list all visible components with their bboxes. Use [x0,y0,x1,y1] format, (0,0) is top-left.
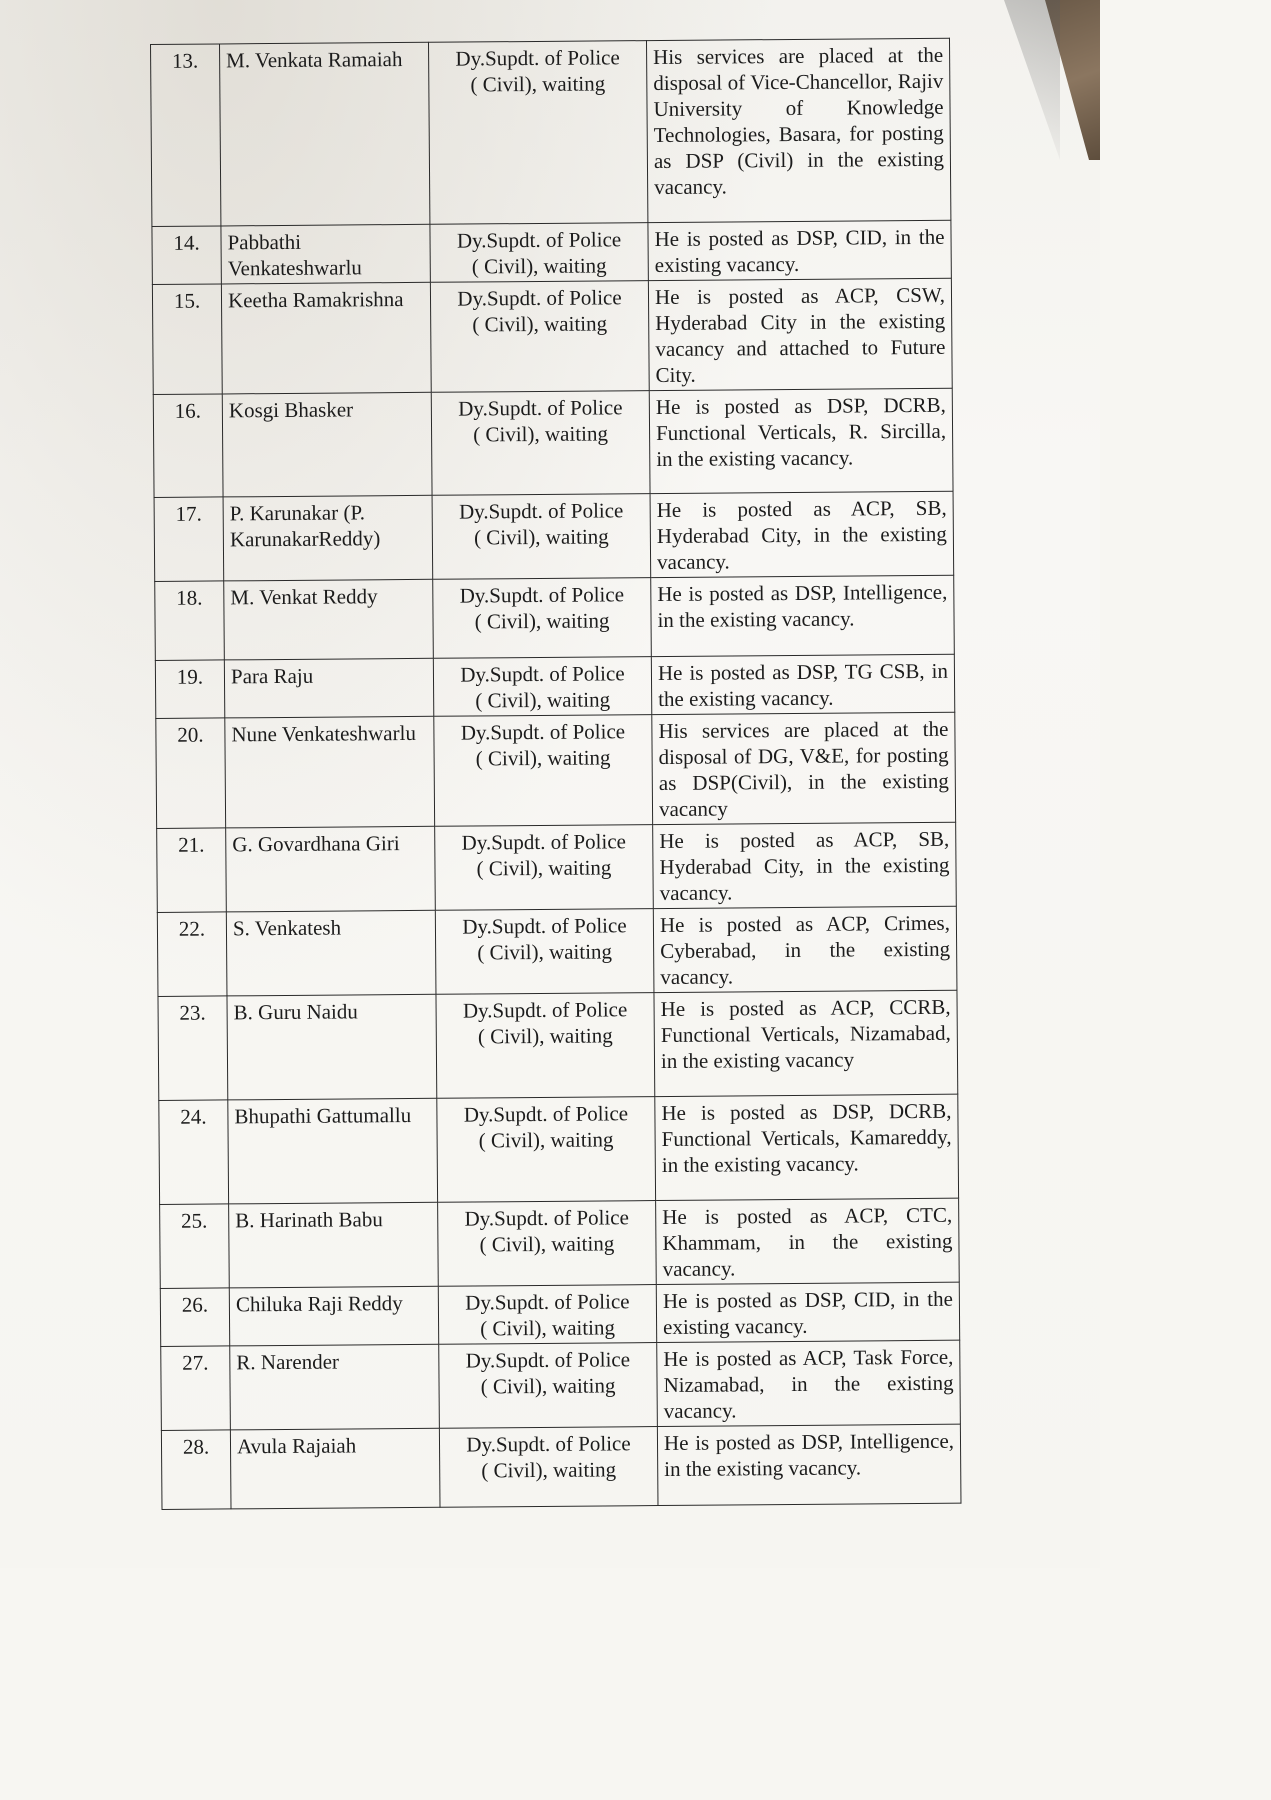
officer-name: B. Harinath Babu [229,1202,439,1288]
transfer-orders-table [150,38,961,1510]
officer-name: Keetha Ramakrishna [221,282,431,394]
designation-rank: Dy.Supdt. of Police [466,1431,631,1457]
posting-details: He is posted as DSP, Intelligence, in the existing vacancy. [657,1424,961,1505]
designation [431,391,650,496]
designation-rank: Dy.Supdt. of Police [458,498,624,524]
designation [433,578,652,659]
serial-number: 18. [155,581,225,661]
serial-number: 26. [160,1288,229,1347]
designation-status: ( Civil), waiting [474,608,610,634]
table-row [160,1198,960,1288]
posting-details: He is posted as ACP, SB, Hyderabad City, in the existing vacancy. [653,822,957,908]
designation-rank: Dy.Supdt. of Police [465,1347,631,1373]
designation-status: ( Civil), waiting [475,687,611,713]
designation-status: ( Civil), waiting [473,524,609,550]
serial-number: 23. [158,996,228,1101]
designation-rank: Dy.Supdt. of Police [460,719,626,745]
designation [430,281,649,393]
designation [432,494,651,580]
designation-status: ( Civil), waiting [470,71,606,97]
posting-details: His services are placed at the disposal of DG, V&E, for posting as DSP(Civil), in the existing vacancy [652,712,956,824]
designation-rank: Dy.Supdt. of Police [461,829,627,855]
table-row [158,990,958,1100]
table-body [151,38,961,1509]
table-row [157,822,957,912]
designation-status: ( Civil), waiting [477,939,613,965]
designation-status: ( Civil), waiting [473,421,609,447]
posting-details: He is posted as ACP, Crimes, Cyberabad, in the existing vacancy. [653,906,957,992]
officer-name: Pabbathi Venkateshwarlu [221,224,430,284]
officer-name: M. Venkat Reddy [224,579,434,660]
table-row [154,491,954,581]
posting-details: He is posted as DSP, Intelligence, in the existing vacancy. [651,575,955,656]
posting-details: He is posted as DSP, CID, in the existing vacancy. [656,1282,959,1342]
serial-number: 21. [157,828,227,913]
table-row [151,38,951,226]
serial-number: 13. [151,44,221,227]
serial-number: 15. [152,284,222,395]
officer-name: R. Narender [230,1344,440,1430]
serial-number: 14. [152,226,221,285]
designation-status: ( Civil), waiting [478,1127,614,1153]
page-fold-shadow [990,0,1060,160]
serial-number: 16. [153,394,223,498]
officer-name: G. Govardhana Giri [226,826,436,912]
designation-status: ( Civil), waiting [481,1457,617,1483]
officer-name: Para Raju [224,658,433,718]
designation-rank: Dy.Supdt. of Police [463,1101,629,1127]
table-row [152,278,952,394]
designation [439,1343,658,1429]
designation-status: ( Civil), waiting [472,311,608,337]
designation-rank: Dy.Supdt. of Police [462,913,627,939]
designation [435,825,654,911]
designation-status: ( Civil), waiting [480,1315,616,1341]
designation-rank: Dy.Supdt. of Police [457,285,622,311]
serial-number: 22. [157,912,227,997]
posting-details: His services are placed at the disposal of Vice-Chancellor, Rajiv University of Knowledge Technologies, Basara, for posting as DSP (Civil) in the existing vacancy. [646,38,950,222]
designation-status: ( Civil), waiting [479,1231,615,1257]
serial-number: 27. [161,1346,231,1431]
table-row [159,1094,959,1204]
posting-details: He is posted as DSP, DCRB, Functional Verticals, R. Sircilla, in the existing vacancy. [649,388,953,493]
designation [437,1097,656,1203]
serial-number: 20. [156,718,226,829]
designation-rank: Dy.Supdt. of Police [465,1289,630,1315]
designation [434,715,653,827]
officer-name: M. Venkata Ramaiah [220,42,430,226]
serial-number: 28. [161,1430,231,1510]
designation [435,909,654,995]
table-row [161,1340,961,1430]
table-row [157,906,957,996]
serial-number: 17. [154,497,224,582]
officer-name: P. Karunakar (P. KarunakarReddy) [223,495,433,581]
table-row [155,575,955,660]
designation-rank: Dy.Supdt. of Police [462,997,628,1023]
designation-rank: Dy.Supdt. of Police [459,582,625,608]
posting-details: He is posted as DSP, DCRB, Functional Verticals, Kamareddy, in the existing vacancy. [655,1094,959,1200]
designation-status: ( Civil), waiting [475,745,611,771]
posting-details: He is posted as DSP, CID, in the existing vacancy. [648,220,951,280]
serial-number: 19. [155,660,224,719]
officer-name: Chiluka Raji Reddy [229,1286,438,1346]
officer-name: Kosgi Bhasker [222,392,432,497]
designation [428,41,647,225]
table-row [156,712,956,828]
designation [438,1201,657,1287]
table-row [155,654,954,718]
officer-name: S. Venkatesh [226,910,436,996]
table-row [152,220,951,284]
designation-status: ( Civil), waiting [480,1373,616,1399]
designation-status: ( Civil), waiting [471,253,607,279]
officer-name: Bhupathi Gattumallu [228,1098,438,1204]
posting-details: He is posted as ACP, SB, Hyderabad City, in the existing vacancy. [650,491,954,577]
designation-status: ( Civil), waiting [477,1023,613,1049]
designation-rank: Dy.Supdt. of Police [464,1205,629,1231]
designation [439,1427,658,1508]
serial-number: 24. [159,1100,229,1205]
posting-details: He is posted as ACP, CCRB, Functional Verticals, Nizamabad, in the existing vacancy [654,990,958,1096]
designation-rank: Dy.Supdt. of Police [460,661,625,687]
designation-rank: Dy.Supdt. of Police [455,45,620,71]
designation [430,223,648,283]
table-row [161,1424,961,1509]
posting-details: He is posted as ACP, CTC, Khammam, in the existing vacancy. [656,1198,960,1284]
designation [433,657,651,717]
table-row [160,1282,959,1346]
designation [436,993,655,1099]
posting-details: He is posted as ACP, Task Force, Nizamabad, in the existing vacancy. [657,1340,961,1426]
designation-rank: Dy.Supdt. of Police [458,395,623,421]
posting-details: He is posted as ACP, CSW, Hyderabad City in the existing vacancy and attached to Future City. [648,278,952,390]
officer-name: Nune Venkateshwarlu [225,716,435,828]
designation-rank: Dy.Supdt. of Police [456,227,622,253]
designation-status: ( Civil), waiting [476,855,612,881]
designation [438,1285,656,1345]
serial-number: 25. [160,1204,230,1289]
posting-details: He is posted as DSP, TG CSB, in the existing vacancy. [651,654,954,714]
table-row [153,388,953,497]
officer-name: Avula Rajaiah [230,1428,440,1509]
officer-name: B. Guru Naidu [227,994,437,1100]
